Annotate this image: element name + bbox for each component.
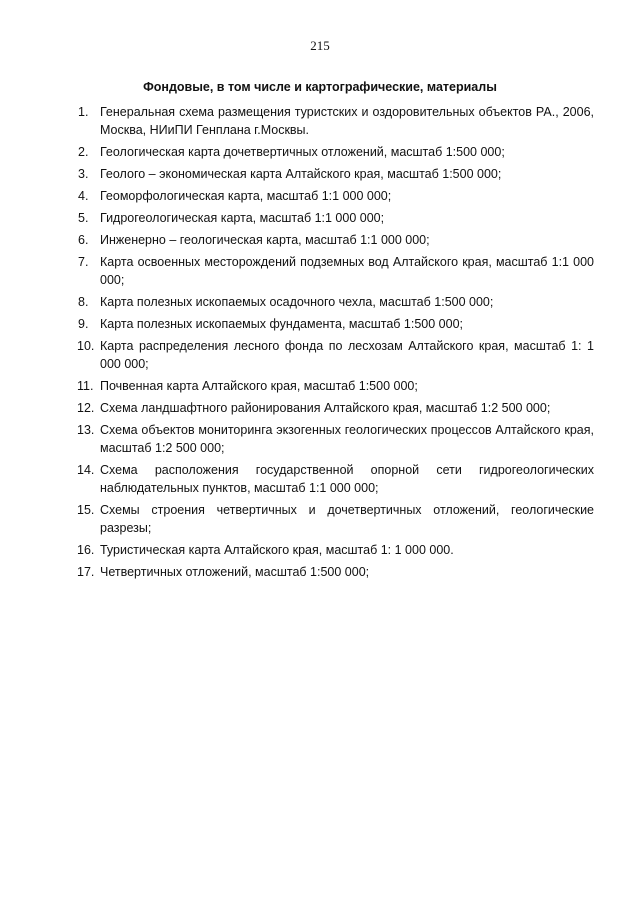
item-text: Четвертичных отложений, масштаб 1:500 000; [100, 565, 370, 579]
list-item [78, 399, 594, 417]
item-number: 14. [77, 463, 95, 477]
item-number: 6. [78, 233, 89, 247]
list-item [78, 461, 594, 497]
item-text: Геологическая карта дочетвертичных отложений, масштаб 1:500 000; [100, 145, 505, 159]
list-item [78, 187, 594, 205]
item-number: 12. [77, 401, 95, 415]
list-item [78, 421, 594, 457]
item-text: Инженерно – геологическая карта, масштаб 1:1 000 000; [100, 233, 430, 247]
list-item [78, 293, 594, 311]
item-text: Генеральная схема размещения туристских и оздоровительных объектов РА., 2006, Москва, НИиПИ Генплана г.Москвы. [100, 105, 594, 137]
item-text: Карта освоенных месторождений подземных вод Алтайского края, масштаб 1:1 000 000; [100, 255, 594, 287]
item-text: Схема объектов мониторинга экзогенных геологических процессов Алтайского края, масштаб 1:2 500 000; [100, 423, 594, 455]
item-text: Геоморфологическая карта, масштаб 1:1 000 000; [100, 189, 392, 203]
list-item [78, 377, 594, 395]
section-heading: Фондовые, в том числе и картографические, материалы [143, 80, 497, 94]
item-text: Карта полезных ископаемых осадочного чехла, масштаб 1:500 000; [100, 295, 494, 309]
item-number: 17. [77, 565, 95, 579]
item-number: 4. [78, 189, 89, 203]
item-text: Схема расположения государственной опорной сети гидрогеологических наблюдательных пунктов, масштаб 1:1 000 000; [100, 463, 594, 495]
item-text: Карта полезных ископаемых фундамента, масштаб 1:500 000; [100, 317, 463, 331]
item-text: Почвенная карта Алтайского края, масштаб 1:500 000; [100, 379, 418, 393]
list-item [78, 337, 594, 373]
item-number: 11. [77, 379, 94, 393]
item-number: 9. [78, 317, 89, 331]
item-text: Карта распределения лесного фонда по лесхозам Алтайского края, масштаб 1: 1 000 000; [100, 339, 594, 371]
reference-list [78, 103, 594, 585]
list-item [78, 253, 594, 289]
item-text: Геолого – экономическая карта Алтайского края, масштаб 1:500 000; [100, 167, 502, 181]
list-item [78, 143, 594, 161]
item-number: 7. [78, 255, 89, 269]
page-number: 215 [310, 38, 330, 53]
item-number: 16. [77, 543, 95, 557]
item-number: 13. [77, 423, 95, 437]
item-number: 3. [78, 167, 89, 181]
list-item [78, 209, 594, 227]
list-item [78, 501, 594, 537]
item-number: 10. [77, 339, 95, 353]
item-number: 8. [78, 295, 89, 309]
list-item [78, 165, 594, 183]
list-item [78, 103, 594, 139]
item-text: Схема ландшафтного районирования Алтайского края, масштаб 1:2 500 000; [100, 401, 551, 415]
item-text: Схемы строения четвертичных и дочетвертичных отложений, геологические разрезы; [100, 503, 594, 535]
item-text: Гидрогеологическая карта, масштаб 1:1 000 000; [100, 211, 385, 225]
item-number: 5. [78, 211, 89, 225]
list-item [78, 541, 594, 559]
list-item [78, 231, 594, 249]
list-item [78, 315, 594, 333]
item-number: 15. [77, 503, 95, 517]
list-item [78, 563, 594, 581]
item-number: 1. [78, 105, 89, 119]
item-number: 2. [78, 145, 89, 159]
item-text: Туристическая карта Алтайского края, масштаб 1: 1 000 000. [100, 543, 454, 557]
